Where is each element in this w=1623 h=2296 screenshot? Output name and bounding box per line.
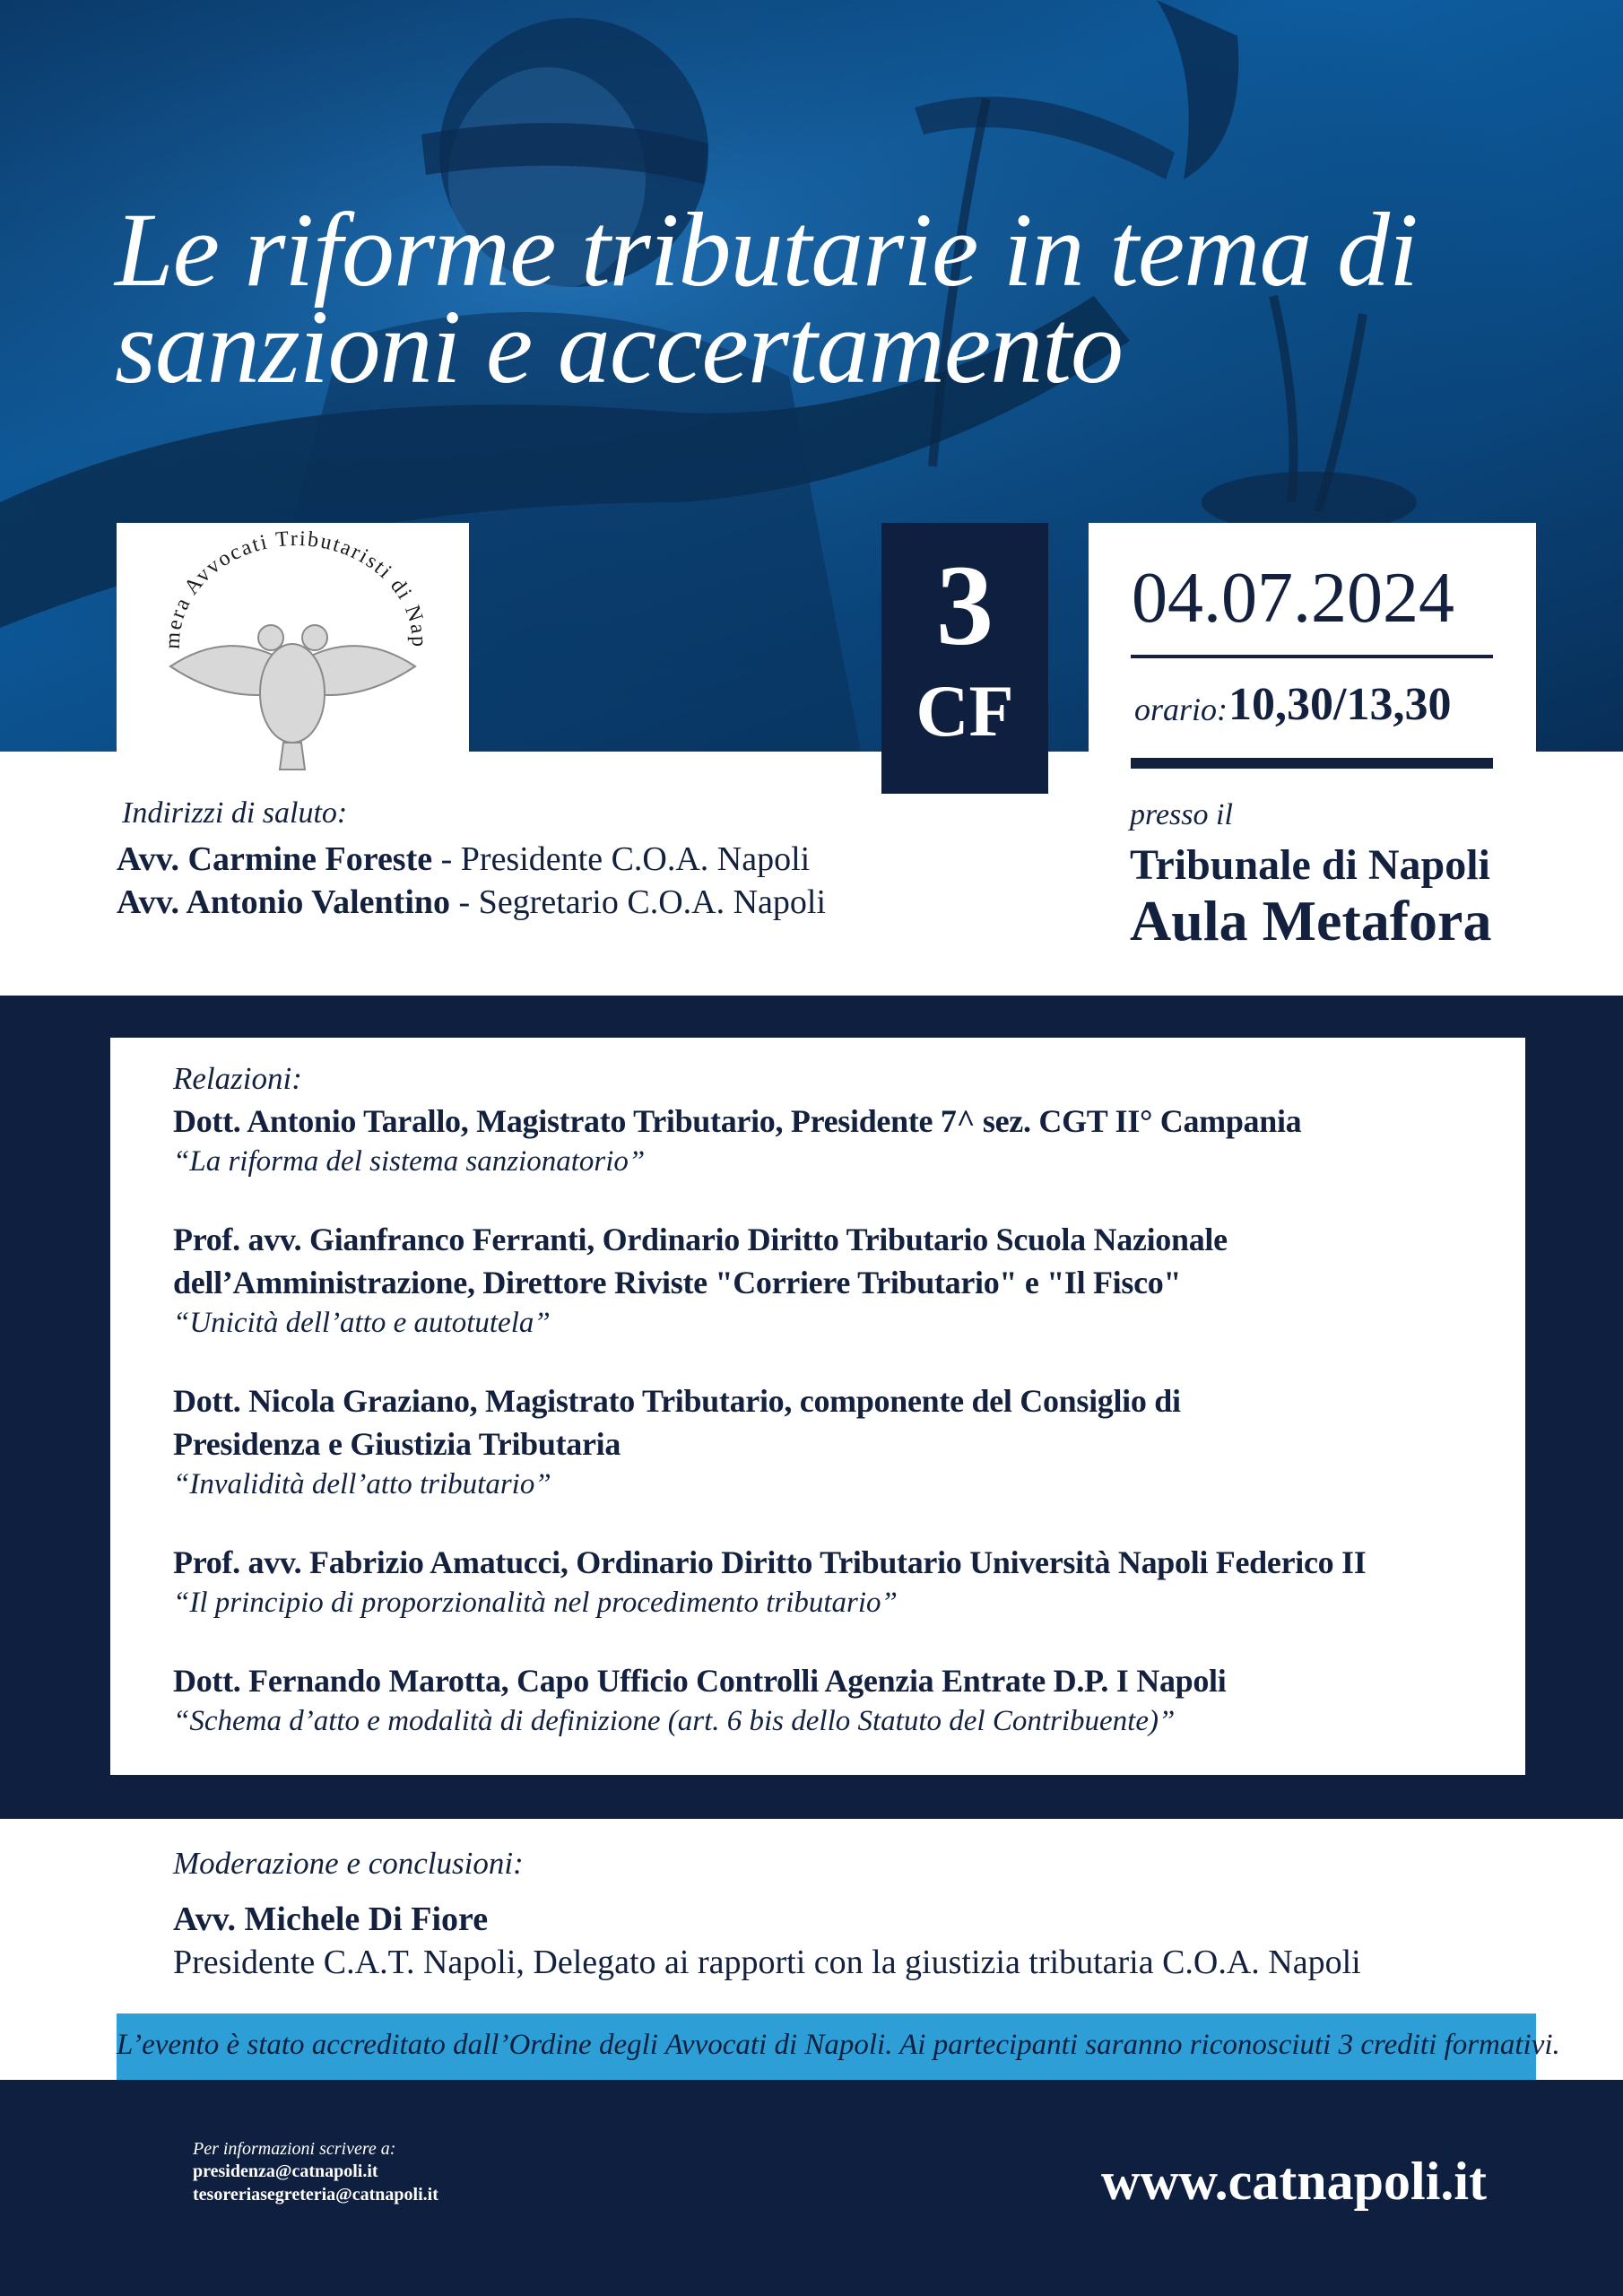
venue-name: Tribunale di Napoli xyxy=(1130,841,1490,889)
venue-room: Aula Metafora xyxy=(1130,889,1492,952)
double-headed-eagle-icon xyxy=(117,523,469,780)
speaker-name: Dott. Antonio Tarallo, Magistrato Tributario, Presidente 7^ sez. CGT II° Campania xyxy=(173,1103,1302,1139)
speakers-label: Relazioni: xyxy=(173,1061,302,1096)
greeting-role: - Presidente C.O.A. Napoli xyxy=(432,840,811,878)
speaker-name-continued: dell’Amministrazione, Direttore Riviste "Corriere Tributario" e "Il Fisco" xyxy=(173,1265,1182,1300)
contact-email-link[interactable]: tesoreriasegreteria@catnapoli.it xyxy=(193,2185,438,2205)
greeting-line xyxy=(117,839,810,879)
speaker-name: Prof. avv. Fabrizio Amatucci, Ordinario Diritto Tributario Università Napoli Federico II xyxy=(173,1544,1367,1580)
moderator-role: Presidente C.A.T. Napoli, Delegato ai rapporti con la giustizia tributaria C.O.A. Napoli xyxy=(173,1944,1361,1981)
event-date: 04.07.2024 xyxy=(1132,559,1454,638)
event-title xyxy=(115,191,1549,405)
greeting-role: - Segretario C.O.A. Napoli xyxy=(450,883,826,921)
greeting-line xyxy=(117,883,826,922)
speaker-item xyxy=(173,1541,1509,1622)
speaker-item xyxy=(173,1100,1509,1180)
event-title-line-2: sanzioni e accertamento xyxy=(115,288,1123,405)
credits-label: CF xyxy=(916,670,1014,752)
speaker-item xyxy=(173,1379,1509,1503)
contact-email-link[interactable]: presidenza@catnapoli.it xyxy=(193,2161,378,2181)
credits-number: 3 xyxy=(936,542,994,669)
greeting-name: Avv. Antonio Valentino xyxy=(117,883,451,921)
date-divider xyxy=(1131,655,1493,658)
speaker-name: Prof. avv. Gianfranco Ferranti, Ordinario Diritto Tributario Scuola Nazionale xyxy=(173,1222,1228,1257)
greeting-name: Avv. Carmine Foreste xyxy=(117,840,433,878)
date-underline-bar xyxy=(1131,758,1493,769)
greetings-label: Indirizzi di saluto: xyxy=(122,796,348,830)
speaker-name: Dott. Fernando Marotta, Capo Ufficio Controlli Agenzia Entrate D.P. I Napoli xyxy=(173,1663,1227,1699)
organization-logo xyxy=(117,523,469,780)
speaker-topic: “Invalidità dell’atto tributario” xyxy=(173,1468,551,1500)
moderation-label: Moderazione e conclusioni: xyxy=(173,1846,524,1881)
time-label: orario: xyxy=(1134,691,1228,727)
accreditation-text: L’evento è stato accreditato dall’Ordine degli Avvocati di Napoli. Ai partecipanti saranno riconosciuti 3 crediti formativi. xyxy=(117,2029,1560,2061)
speaker-topic: “Unicità dell’atto e autotutela” xyxy=(173,1307,551,1339)
speaker-topic: “Il principio di proporzionalità nel procedimento tributario” xyxy=(173,1587,898,1619)
logo-text: mera Avvocati Tributaristi di Nap xyxy=(161,527,431,650)
speaker-item xyxy=(173,1659,1509,1740)
credits-badge xyxy=(881,523,1048,794)
speaker-topic: “Schema d’atto e modalità di definizione (art. 6 bis dello Statuto del Contribuente)” xyxy=(173,1705,1176,1737)
event-title-line-1: Le riforme tributarie in tema di xyxy=(115,191,1418,309)
speaker-item xyxy=(173,1218,1509,1342)
speaker-name-continued: Presidenza e Giustizia Tributaria xyxy=(173,1426,621,1462)
venue-label: presso il xyxy=(1130,798,1233,831)
speaker-topic: “La riforma del sistema sanzionatorio” xyxy=(173,1145,646,1178)
speakers-list xyxy=(173,1058,1509,1778)
website-link[interactable]: www.catnapoli.it xyxy=(1101,2152,1488,2211)
moderator-name: Avv. Michele Di Fiore xyxy=(173,1900,489,1938)
speaker-name: Dott. Nicola Graziano, Magistrato Tributario, componente del Consiglio di xyxy=(173,1383,1181,1419)
contact-label: Per informazioni scrivere a: xyxy=(193,2139,396,2159)
event-time: 10,30/13,30 xyxy=(1228,679,1452,730)
